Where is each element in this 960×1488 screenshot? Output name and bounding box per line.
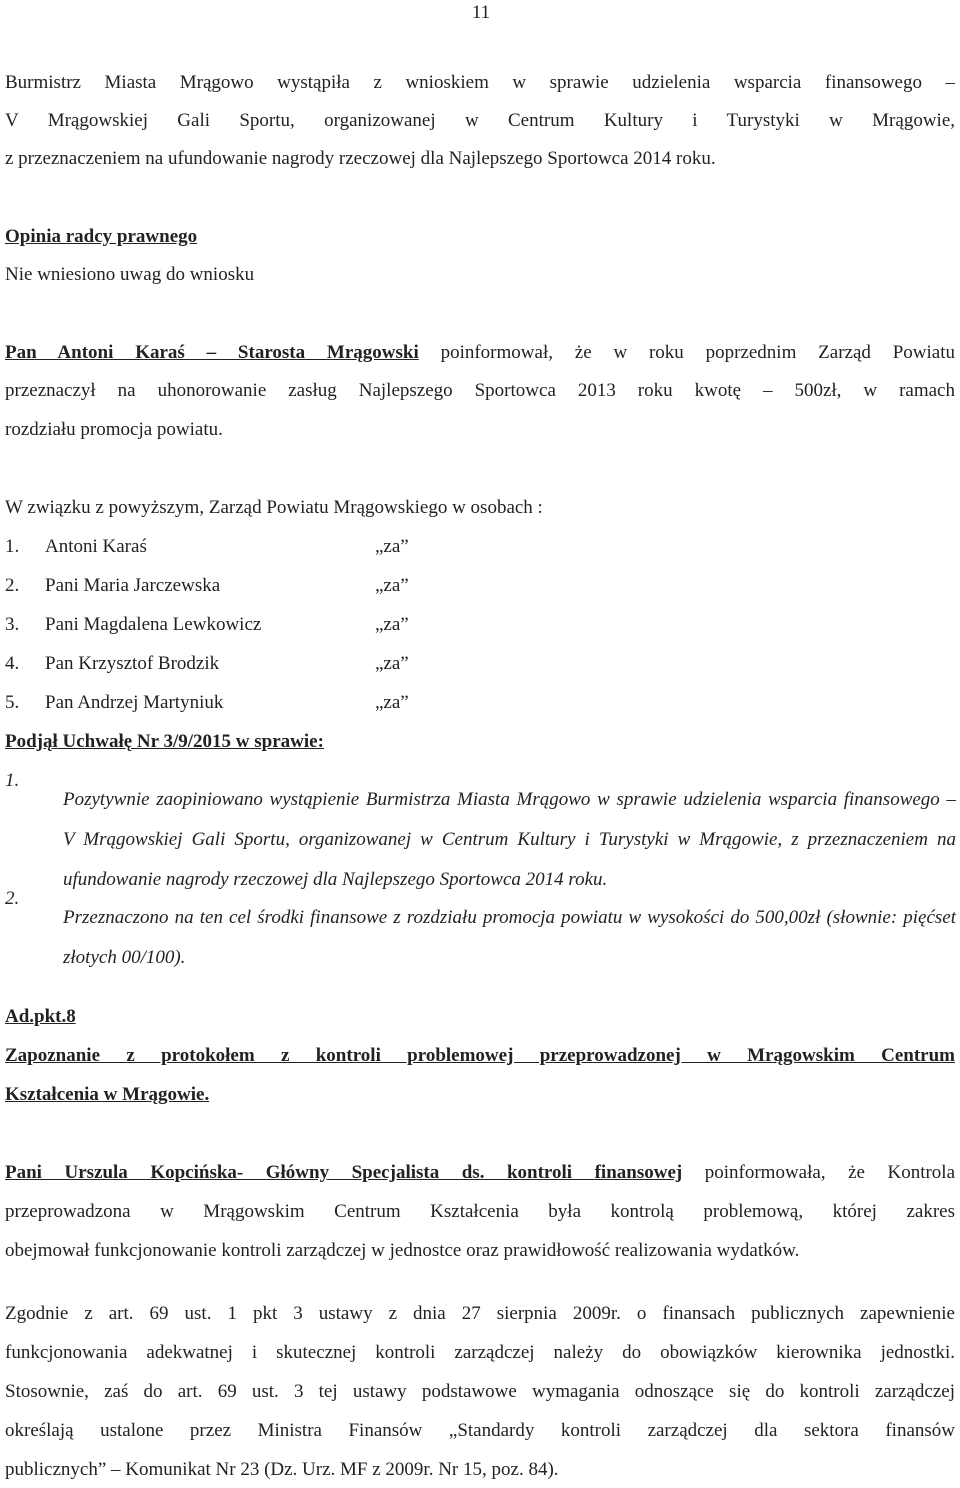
paragraph-line: Zgodnie z art. 69 ust. 1 pkt 3 ustawy z dnia 27 sierpnia 2009r. o finansach publicznych zapewnienie [5,1303,955,1324]
vote-row: 3. Pani Magdalena Lewkowicz „za” [5,614,409,635]
paragraph-line: rozdziału promocja powiatu. [5,419,223,440]
paragraph-line: funkcjonowania adekwatnej i skutecznej kontroli zarządczej należy do obowiązków kierownika jednostki. [5,1342,955,1363]
resolution-item: 2. Przeznaczono na ten cel środki finansowe z rozdziału promocja powiatu w wysokości do 500,00zł (słownie: pięćset złotych 00/100). [5,888,956,968]
vote-row: 5. Pan Andrzej Martyniuk „za” [5,692,409,713]
board-intro: W związku z powyższym, Zarząd Powiatu Mrągowskiego w osobach : [5,497,543,518]
paragraph-line: przeprowadzona w Mrągowskim Centrum Kształcenia była kontrolą problemową, której zakres [5,1201,955,1222]
paragraph-line: z przeznaczeniem na ufundowanie nagrody rzeczowej dla Najlepszego Sportowca 2014 roku. [5,148,716,169]
resolution-item: 1. Pozytywnie zaopiniowano wystąpienie Burmistrza Miasta Mrągowo w sprawie udzielenia wsparcia finansowego – V Mrągowskiej Gali Sportu, organizowanej w Centrum Kultury i Turystyki w Mrągowie, z przeznaczeniem na ufundowanie nagrody rzeczowej dla Najlepszego Sportowca 2014 roku. [5,770,956,890]
vote-row: 1. Antoni Karaś „za” [5,536,409,557]
paragraph-line: obejmował funkcjonowanie kontroli zarządczej w jednostce oraz prawidłowość realizowania wydatków. [5,1240,800,1261]
vote-row: 2. Pani Maria Jarczewska „za” [5,575,409,596]
paragraph-line: Burmistrz Miasta Mrągowo wystąpiła z wnioskiem w sprawie udzielenia wsparcia finansowego – [5,72,955,93]
resolution-line: V Mrągowskiej Gali Sportu, organizowanej w Centrum Kultury i Turystyki w Mrągowie, z przeznaczeniem na [63,829,956,850]
resolution-line: złotych 00/100). [63,947,186,968]
opinion-heading: Opinia radcy prawnego [5,226,198,247]
paragraph-line: przeznaczył na uhonorowanie zasług Najlepszego Sportowca 2013 roku kwotę – 500zł, w ramach [5,380,955,401]
paragraph-line: określają ustalone przez Ministra Finansów „Standardy kontroli zarządczej dla sektora finansów [5,1420,955,1441]
opinion-text: Nie wniesiono uwag do wniosku [5,264,255,285]
paragraph-line: publicznych” – Komunikat Nr 23 (Dz. Urz. MF z 2009r. Nr 15, poz. 84). [5,1459,559,1480]
speaker-name: Pan Antoni Karaś – Starosta Mrągowski [5,342,419,363]
vote-row: 4. Pan Krzysztof Brodzik „za” [5,653,409,674]
paragraph-line: Pan Antoni Karaś – Starosta Mrągowski poinformował, że w roku poprzednim Zarząd Powiatu [5,342,955,363]
resolution-heading: Podjął Uchwałę Nr 3/9/2015 w sprawie: [5,731,324,752]
paragraph-line: V Mrągowskiej Gali Sportu, organizowanej w Centrum Kultury i Turystyki w Mrągowie, [5,110,955,131]
paragraph-line: Pani Urszula Kopcińska- Główny Specjalista ds. kontroli finansowej poinformowała, że Kontrola [5,1162,956,1183]
section-heading-line: Zapoznanie z protokołem z kontroli problemowej przeprowadzonej w Mrągowskim Centrum [5,1045,955,1066]
paragraph-line: Stosownie, zaś do art. 69 ust. 3 tej ustawy podstawowe wymagania odnoszące się do kontroli zarządczej [5,1381,955,1402]
resolution-line: Przeznaczono na ten cel środki finansowe z rozdziału promocja powiatu w wysokości do 500,00zł (słownie: pięćset [63,907,956,928]
page-number: 11 [471,2,491,23]
resolution-line: Pozytywnie zaopiniowano wystąpienie Burmistrza Miasta Mrągowo w sprawie udzielenia wsparcia finansowego – [63,789,956,810]
agenda-point: Ad.pkt.8 [5,1006,76,1027]
resolution-line: ufundowanie nagrody rzeczowej dla Najlepszego Sportowca 2014 roku. [63,869,608,890]
speaker-name: Pani Urszula Kopcińska- Główny Specjalista ds. kontroli finansowej [5,1162,683,1183]
section-heading-line: Kształcenia w Mrągowie. [5,1084,210,1105]
